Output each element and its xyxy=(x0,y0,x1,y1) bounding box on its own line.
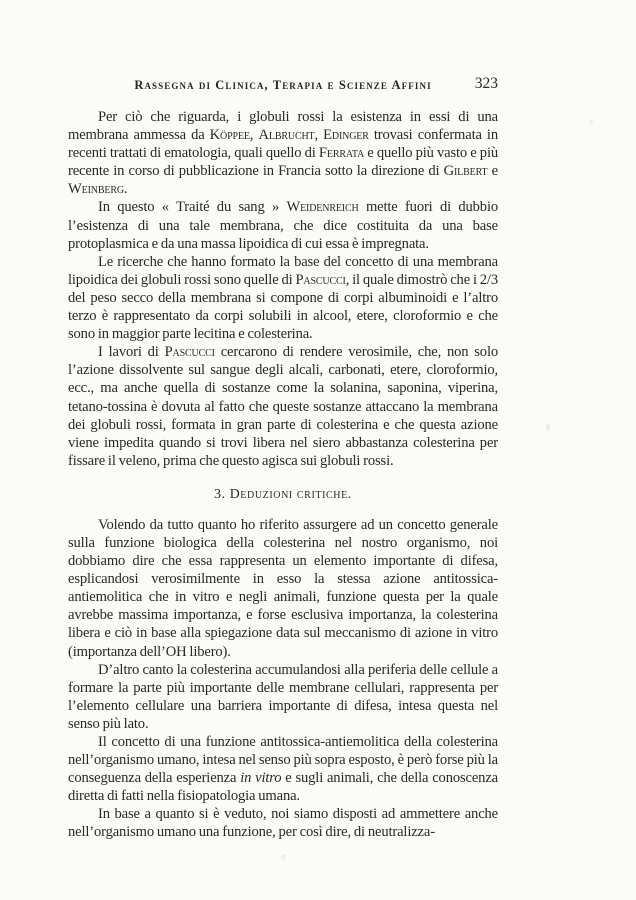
person-name: Weinberg xyxy=(68,181,124,198)
person-name: Gilbert xyxy=(443,163,488,180)
paragraph: Le ricerche che hanno formato la base del concetto di una membrana lipoidica dei globuli rossi sono quelle di Pascucci, il quale dimostrò che i 2/3 del peso secco della membrana si compone di corpi albuminoidi e l’altro terzo è rappresentato da corpi solubili in alcool, etere, cloroformio e che sono in maggior parte lecitina e colesterina. xyxy=(68,253,498,343)
paragraph: In questo « Traité du sang » Weidenreich mette fuori di dubbio l’esistenza di una tale membrana, che dice costituita da una base protoplasmica e da una massa lipoidica di cui essa è impregnata. xyxy=(68,199,498,252)
scan-artifact xyxy=(546,424,550,431)
running-header xyxy=(68,75,498,95)
person-name: Weidenreich xyxy=(286,199,359,216)
paragraph: Il concetto di una funzione antitossica-antiemolitica della colesterina nell’organismo umano, intesa nel senso più sopra esposto, è però forse più la conseguenza della esperienza in vitro e sugli animali, che della conoscenza diretta di fatti nella fisiopatologia umana. xyxy=(68,734,498,805)
person-name: Albrucht xyxy=(258,127,315,144)
person-name: Köppee xyxy=(209,127,250,144)
section-heading: 3. Deduzioni critiche. xyxy=(214,485,352,501)
paragraph: D’altro canto la colesterina accumulandosi alla periferia delle cellule a formare la parte più importante delle membrane cellulari, rappresenta per l’elemento cellulare una barriera importante di difesa, intesa questa nel senso più lato. xyxy=(68,661,498,732)
person-name: Pascucci xyxy=(295,271,346,288)
page-number: 323 xyxy=(474,75,498,92)
latin-phrase: in vitro xyxy=(240,770,282,787)
scan-artifact xyxy=(281,854,286,860)
person-name: Edinger xyxy=(323,127,369,144)
paragraph: In base a quanto si è veduto, noi siamo disposti ad ammettere anche nell’organismo umano una funzione, per così dire, di neutralizza- xyxy=(68,806,498,841)
paragraph: Volendo da tutto quanto ho riferito assurgere ad un concetto generale sulla funzione biologica della colesterina nel nostro organismo, noi dobbiamo dire che essa rappresenta un elemento importante di difesa, esplicandosi verosimilmente in esso la stessa azione antitossica-antiemolitica che in vitro e negli animali, funzione questa per la quale avrebbe massima importanza, e forse esclusiva importanza, la colesterina libera e ciò in base alla spiegazione data sul meccanismo di azione in vitro (importanza dell’OH libero). xyxy=(68,516,498,660)
person-name: Ferrata xyxy=(318,145,365,162)
page-body xyxy=(68,108,498,842)
page-column xyxy=(68,75,499,842)
person-name: Pascucci xyxy=(164,344,215,361)
scan-artifact xyxy=(589,119,593,124)
paragraph: I lavori di Pascucci cercarono di rendere verosimile, che, non solo l’azione dissolvente sul sangue degli alcali, carbonati, etere, cloroformio, ecc., ma anche quella di sostanze come la solanina, saponina, viperina, tetano-tossina è dovuta al fatto che queste sostanze attaccano la membrana dei globuli rossi, formata in gran parte di colesterina e che questa azione viene impedita quando si trovi libera nel siero abbastanza colesterina per fissare il veleno, prima che questo agisca sui globuli rossi. xyxy=(68,344,498,469)
paragraph: Per ciò che riguarda, i globuli rossi la esistenza in essi di una membrana ammessa da Köppee, Albrucht, Edinger trovasi confermata in recenti trattati di ematologia, quali quello di Ferrata e quello più vasto e più recente in corso di pubblicazione in Francia sotto la direzione di Gilbert e Weinberg. xyxy=(68,109,499,198)
journal-title: Rassegna di Clinica, Terapia e Scienze Affini xyxy=(134,78,432,92)
